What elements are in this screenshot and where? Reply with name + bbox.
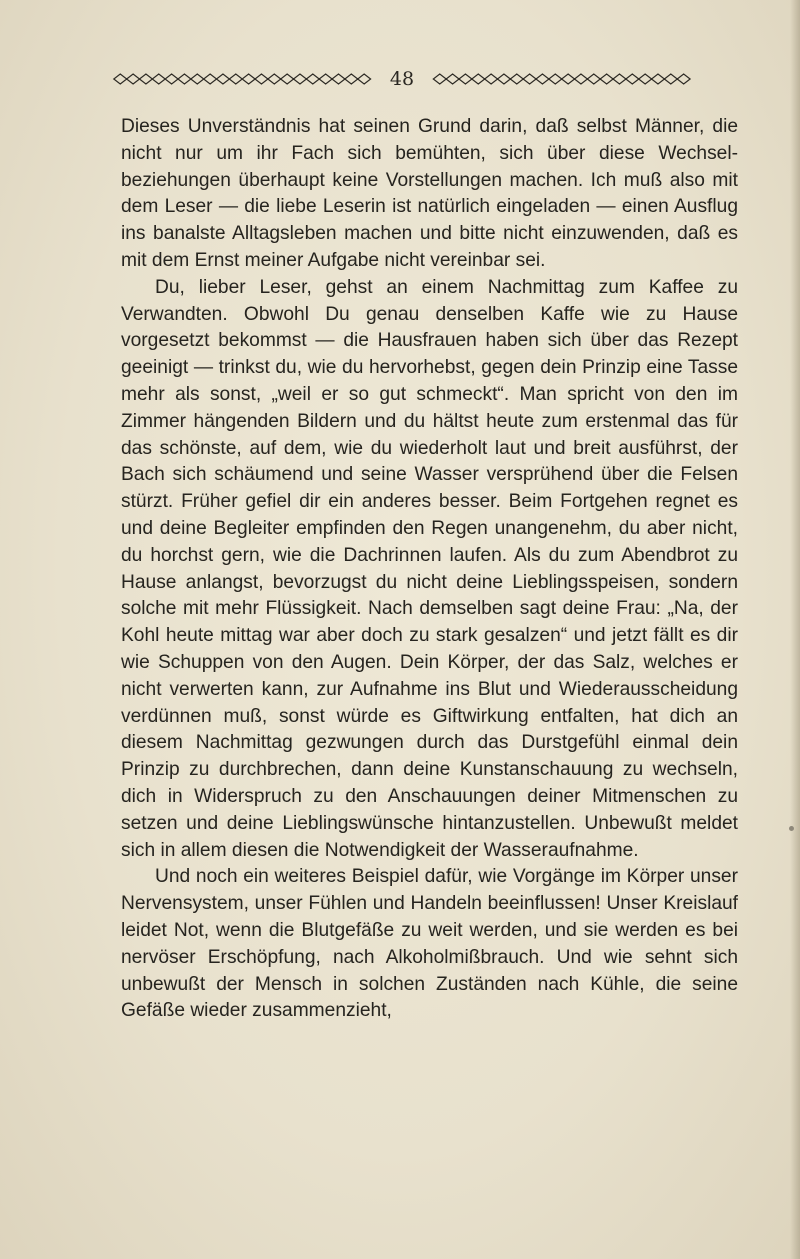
page-edge-shadow (790, 0, 800, 1259)
paper-speck (789, 826, 794, 831)
body-text (121, 114, 738, 1025)
paragraph-1: Dieses Unverständnis hat seinen Grund darin, daß selbst Männer, die nicht nur um ihr Fach sich bemühten, sich über diese Wechselbeziehungen überhaupt keine Vorstellungen machen. Ich muß also mit dem Leser — die liebe Leserin ist natürlich eingeladen — einen Ausflug ins banalste Alltagsleben machen und bitte nicht einzuwenden, daß es mit dem Ernst meiner Aufgabe nicht vereinbar sei. (121, 116, 738, 271)
paragraph-3: Und noch ein weiteres Beispiel dafür, wie Vorgänge im Körper unser Nervensystem, unser Fühlen und Handeln beeinflussen! Unser Kreislauf leidet Not, wenn die Blutgefäße zu weit werden, und sie werden es bei nervöser Erschöpfung, nach Alkoholmißbrauch. Und wie sehnt sich unbewußt der Mensch in solchen Zuständen nach Kühle, die seine Gefäße wieder zusammenzieht, (121, 866, 738, 1022)
paragraph-2: Du, lieber Leser, gehst an einem Nachmittag zum Kaffee zu Verwandten. Obwohl Du genau denselben Kaffe wie zu Hause vorgesetzt bekommst — die Hausfrauen haben sich über das Rezept geeinigt — trinkst du, wie du hervorhebst, gegen dein Prinzip eine Tasse mehr als sonst, „weil er so gut schmeckt“. Man spricht von den im Zimmer hängenden Bildern und du hältst heute zum erstenmal das für das schönste, auf dem, wie du wiederholt laut und breit ausführst, der Bach sich schäumend und seine Wasser versprühend über die Felsen stürzt. Früher gefiel dir ein anderes besser. Beim Fortgehen regnet es und deine Begleiter empfinden den Regen unangenehm, du aber nicht, du horchst gern, wie die Dachrinnen laufen. Als du zum Abendbrot zu Hause anlangst, bevorzugst du nicht deine Lieblingsspeisen, sondern solche mit mehr Flüssigkeit. Nach demselben sagt deine Frau: „Na, der Kohl heute mittag war aber doch zu stark gesalzen“ und jetzt fällt es dir wie Schuppen von den Augen. Dein Körper, der das Salz, welches er nicht verwerten kann, zur Aufnahme ins Blut und Wiederausscheidung verdünnen muß, sonst würde es Giftwirkung entfalten, hat dich an diesem Nachmittag gezwungen durch das Durstgefühl einmal dein Prinzip zu durchbrechen, dann deine Kunstanschauung zu wechseln, dich in Widerspruch zu den Anschauungen deiner Mitmenschen zu setzen und deine Lieblingswünsche hintanzustellen. Unbewußt meldet sich in allem diesen die Notwendigkeit der Wasseraufnahme. (121, 276, 738, 861)
left-ornament-icon (112, 72, 378, 86)
right-ornament-icon (426, 72, 692, 86)
page-number: 48 (389, 67, 415, 90)
running-header (112, 66, 692, 92)
